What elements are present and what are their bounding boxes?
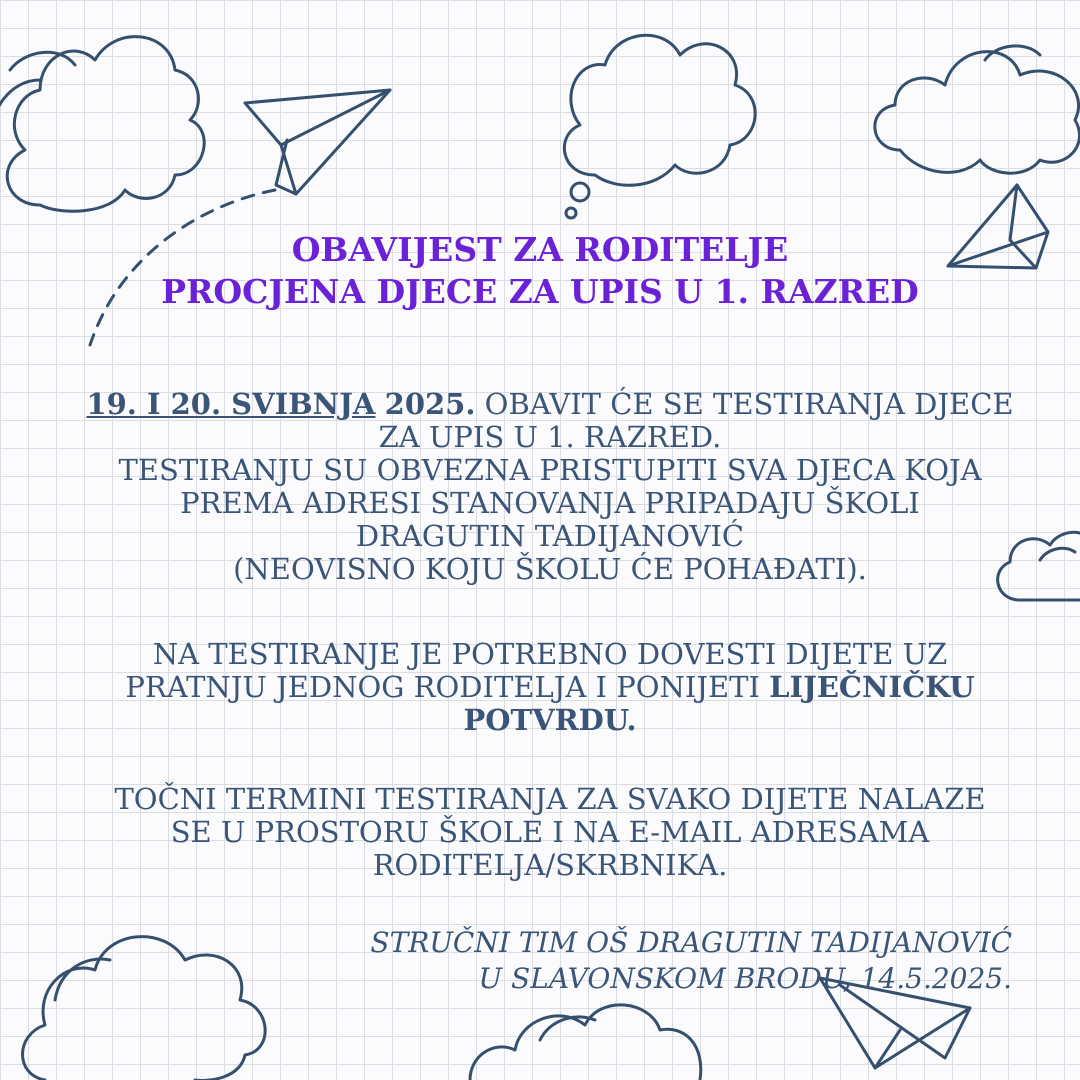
paragraph-line: ZA UPIS U 1. RAZRED. <box>378 420 722 454</box>
signature-line: STRUČNI TIM OŠ DRAGUTIN TADIJANOVIĆ <box>370 926 1012 959</box>
paragraph-line <box>60 388 1040 421</box>
date-highlight: 19. I 20. SVIBNJA <box>86 387 376 421</box>
paragraph-line: TESTIRANJU SU OBVEZNA PRISTUPITI SVA DJECA KOJA <box>118 453 982 487</box>
paragraph-text: OBAVIT ĆE SE TESTIRANJA DJECE <box>484 387 1014 421</box>
medical-certificate-highlight: LIJEČNIČKU <box>769 670 975 704</box>
paragraph-line: NA TESTIRANJE JE POTREBNO DOVESTI DIJETE UZ <box>152 637 948 671</box>
year-highlight: 2025. <box>384 387 476 421</box>
paragraph-testing-dates <box>60 388 1040 586</box>
thought-bubble-icon <box>564 35 755 218</box>
signature-place-date: U SLAVONSKOM BRODU, 14.5.2025. <box>478 962 1012 995</box>
paragraph-requirements <box>60 638 1040 737</box>
paper-plane-icon <box>245 90 390 194</box>
notice-title: OBAVIJEST ZA RODITELJE <box>291 230 789 269</box>
cloud-icon <box>0 37 204 212</box>
paragraph-line <box>60 671 1040 704</box>
cloud-icon <box>470 1005 701 1080</box>
paragraph-line: TOČNI TERMINI TESTIRANJA ZA SVAKO DIJETE NALAZE <box>114 782 986 816</box>
paragraph-line: DRAGUTIN TADIJANOVIĆ <box>355 519 745 553</box>
paragraph-text: PRATNJU JEDNOG RODITELJA I PONIJETI <box>125 670 760 704</box>
paragraph-line: PREMA ADRESI STANOVANJA PRIPADAJU ŠKOLI <box>180 486 920 520</box>
paragraph-line: SE U PROSTORU ŠKOLE I NA E-MAIL ADRESAMA <box>170 815 930 849</box>
paragraph-line: RODITELJA/SKRBNIKA. <box>372 848 728 882</box>
cloud-icon <box>875 46 1080 173</box>
medical-certificate-highlight: POTVRDU. <box>463 703 637 737</box>
paragraph-schedule <box>60 783 1040 882</box>
cloud-icon <box>23 937 266 1080</box>
notice-subtitle: PROCJENA DJECE ZA UPIS U 1. RAZRED <box>161 272 919 311</box>
paragraph-line: (NEOVISNO KOJU ŠKOLU ĆE POHAĐATI). <box>233 552 867 586</box>
